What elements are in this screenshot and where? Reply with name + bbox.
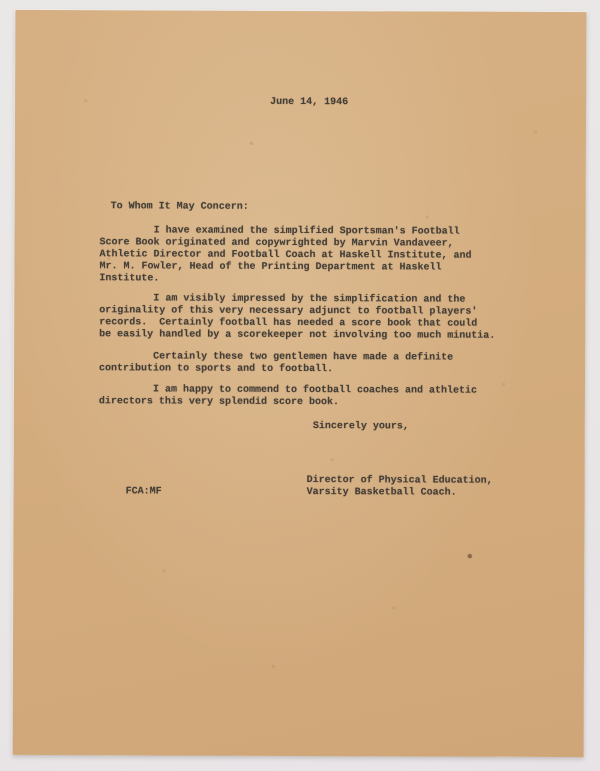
letter-paragraph-2: I am visibly impressed by the simplification and the originality of this very necessary adjunct to football players' records. Certainly football has needed a score book that could be easily handled by a scorekeeper not involving too much minutia.: [99, 293, 496, 342]
signature-block: Director of Physical Education, Varsity Basketball Coach.: [306, 475, 493, 499]
typist-initials: FCA:MF: [125, 486, 162, 498]
letter-paragraph-3: Certainly these two gentlemen have made a definite contribution to sports and to football.: [99, 351, 454, 376]
paper-stain: [467, 554, 472, 559]
letter-date: June 14, 1946: [270, 96, 349, 109]
letter-closing: Sincerely yours,: [312, 421, 409, 433]
letter-paragraph-4: I am happy to commend to football coaches and athletic directors this very splendid score book.: [98, 384, 478, 409]
letter-salutation: To Whom It May Concern:: [110, 201, 249, 213]
paper-speckles: [15, 10, 16, 11]
letter-paragraph-1: I have examined the simplified Sportsman's Football Score Book originated and copywrighted by Marvin Vandaveer, Athletic Director and Football Coach at Haskell Institute, and Mr. M. Fowler, Head of the Printing Department at Haskell Institute.: [99, 225, 472, 285]
letter-paper: [13, 10, 587, 757]
